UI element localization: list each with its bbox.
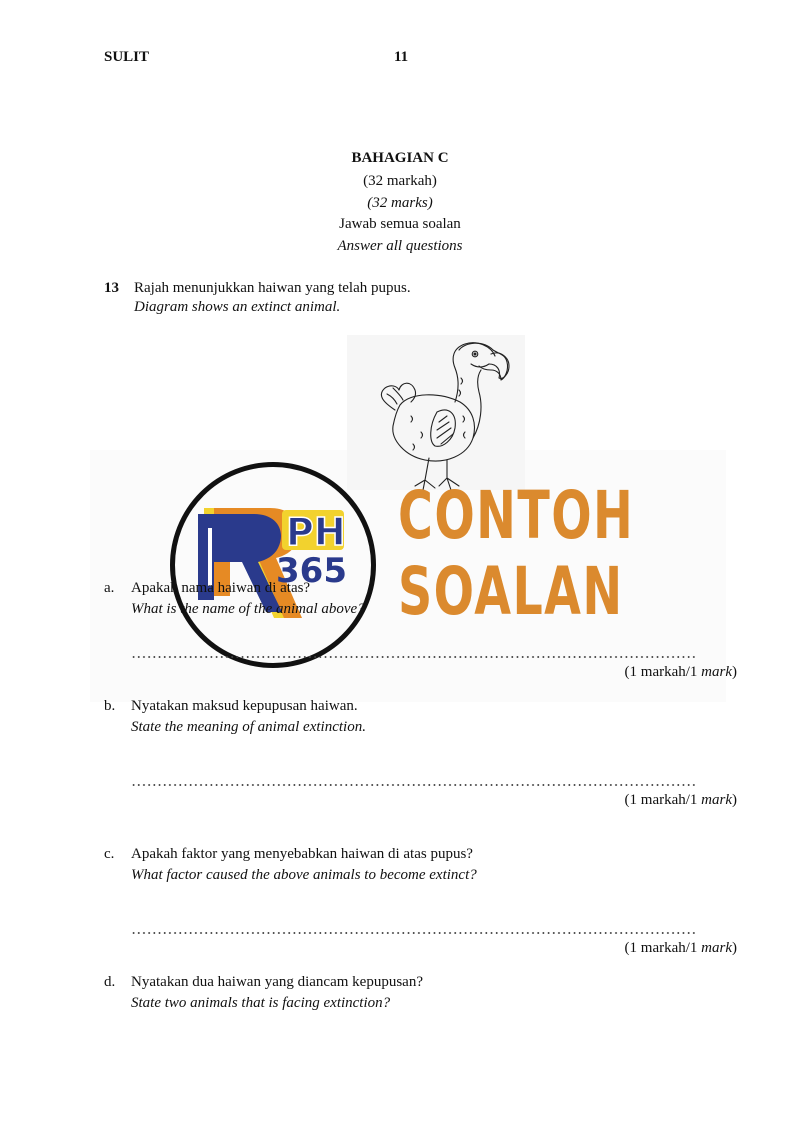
answer-line-b[interactable] <box>131 784 696 786</box>
question-text-ms: Rajah menunjukkan haiwan yang telah pupus. <box>134 280 411 296</box>
logo-ph-text: PH <box>286 510 346 554</box>
subquestion-c-text-ms: Apakah faktor yang menyebabkan haiwan di atas pupus? <box>131 846 473 862</box>
page-number: 11 <box>394 49 409 65</box>
dodo-wing <box>431 410 456 446</box>
subquestion-d-label: d. <box>104 974 116 990</box>
subquestion-a-text-ms: Apakah nama haiwan di atas? <box>131 580 311 596</box>
section-title: BAHAGIAN C <box>351 150 449 166</box>
answer-line-c[interactable] <box>131 932 696 934</box>
subquestion-a-marks: (1 markah/1 mark) <box>624 664 737 680</box>
subquestion-d-text-ms: Nyatakan dua haiwan yang diancam kepupusan? <box>131 974 423 990</box>
section-instruction-en: Answer all questions <box>337 238 463 254</box>
section-marks-en: (32 marks) <box>367 195 433 211</box>
dodo-head <box>459 343 508 380</box>
section-instruction-ms: Jawab semua soalan <box>339 216 461 232</box>
subquestion-b-text-en: State the meaning of animal extinction. <box>131 719 366 735</box>
dodo-beak <box>489 353 509 378</box>
subquestion-d-text-en: State two animals that is facing extinction? <box>131 995 391 1011</box>
subquestion-c-label: c. <box>104 846 115 862</box>
sample-question-watermark <box>398 478 634 630</box>
logo-365-text: 365 <box>276 551 347 591</box>
subquestion-b-marks: (1 markah/1 mark) <box>624 792 737 808</box>
dodo-tail <box>381 383 415 410</box>
watermark-line-2: SOALAN <box>398 553 624 630</box>
question-text-en: Diagram shows an extinct animal. <box>134 299 341 315</box>
subquestion-c-marks: (1 markah/1 mark) <box>624 940 737 956</box>
answer-line-a[interactable] <box>131 656 696 658</box>
subquestion-c-text-en: What factor caused the above animals to become extinct? <box>131 867 477 883</box>
dodo-body <box>393 395 475 461</box>
classification-label: SULIT <box>104 49 150 65</box>
subquestion-b-text-ms: Nyatakan maksud kepupusan haiwan. <box>131 698 358 714</box>
subquestion-a-label: a. <box>104 580 115 596</box>
subquestion-b-label: b. <box>104 698 116 714</box>
watermark-line-1: CONTOH <box>398 477 635 554</box>
section-marks-ms: (32 markah) <box>363 173 437 189</box>
subquestion-a-text-en: What is the name of the animal above? <box>131 601 365 617</box>
question-number: 13 <box>104 280 119 296</box>
dodo-bird-illustration <box>355 340 525 500</box>
